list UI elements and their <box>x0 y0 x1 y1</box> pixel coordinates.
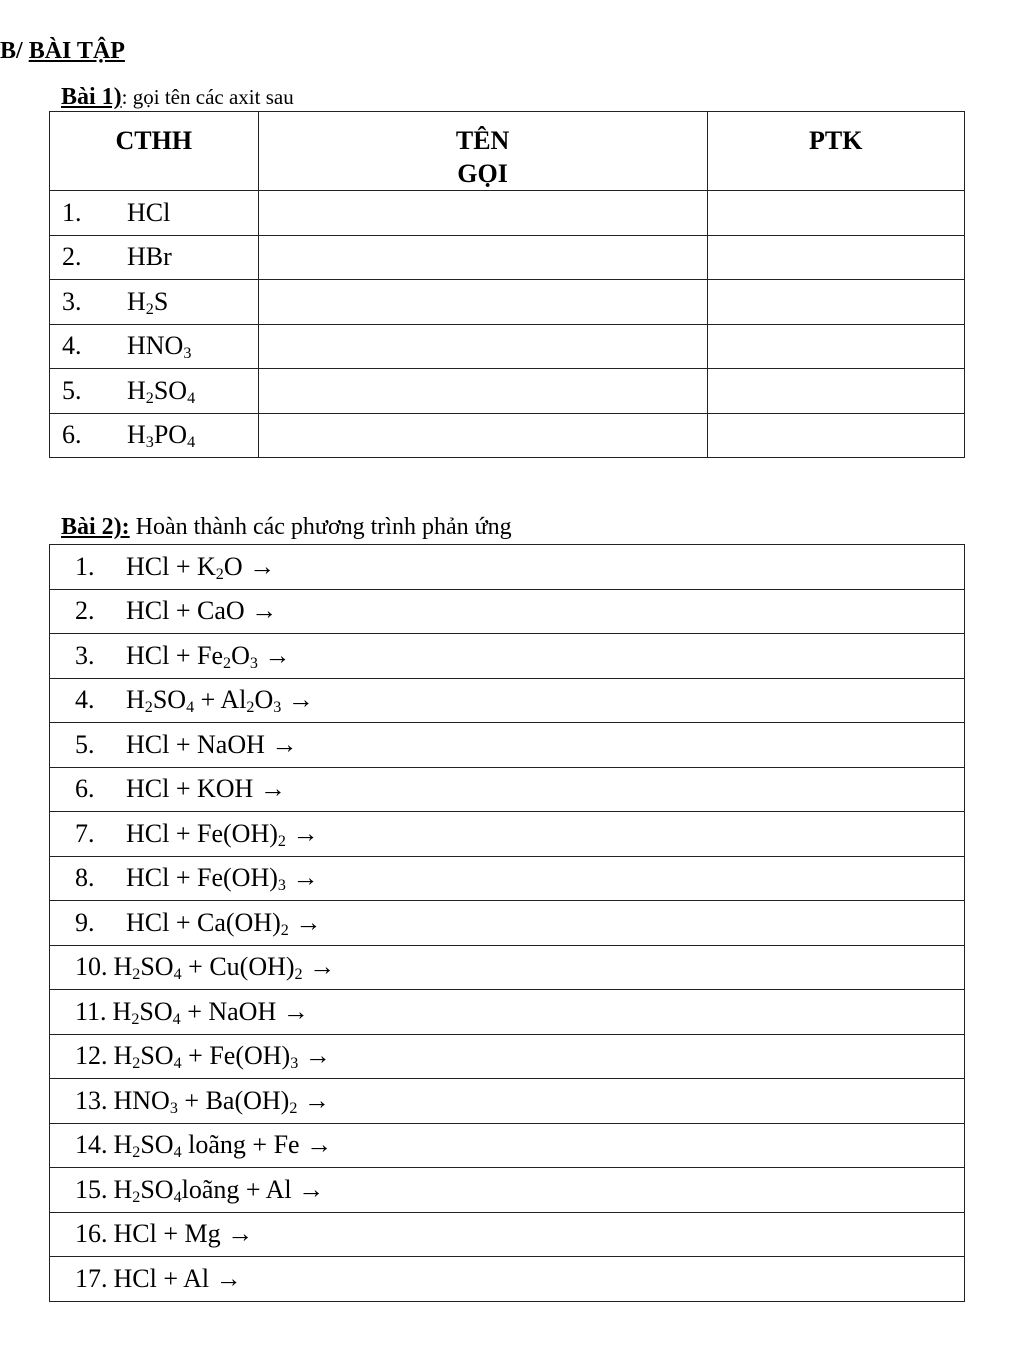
table-row <box>50 235 965 280</box>
mass-cell[interactable] <box>707 369 964 414</box>
row-number: 14. <box>75 1130 108 1160</box>
reaction-equation: HCl + NaOH → <box>126 729 298 759</box>
header-name-line2: GỌI <box>457 159 508 188</box>
acid-formula: $HNO_3$ <box>127 331 192 363</box>
name-cell[interactable] <box>258 413 707 458</box>
reaction-equation: HCl + $Fe(OH)_2$ → <box>126 818 319 850</box>
row-number: 8. <box>75 863 95 893</box>
acid-formula: $H_3PO_4$ <box>127 420 196 452</box>
header-formula: CTHH <box>50 112 259 191</box>
table-row <box>50 812 965 857</box>
header-name-line1: TÊN <box>455 126 510 155</box>
row-number: 2. <box>62 242 82 272</box>
name-cell[interactable] <box>258 280 707 325</box>
row-number: 15. <box>75 1174 108 1204</box>
exercise2-instruction: Hoàn thành các phương trình phản ứng <box>129 514 512 540</box>
equation-cell[interactable] <box>50 1168 965 1213</box>
table-row <box>50 1257 965 1302</box>
table-header-row <box>50 112 965 191</box>
acid-formula: HBr <box>127 242 172 272</box>
reaction-equation: $H_2SO_4$ loãng + Fe → <box>113 1130 333 1162</box>
reaction-equation: $H_2SO_4$ + NaOH → <box>112 996 309 1028</box>
equation-cell[interactable] <box>50 1034 965 1079</box>
reaction-equation: HCl + KOH → <box>126 774 286 804</box>
acid-formula: $H_2S$ <box>127 286 169 318</box>
reaction-equation: $HNO_3 + Ba(OH)_2$ → <box>113 1085 330 1117</box>
reaction-equation: $H_2SO_4 + Cu(OH)_2$ → <box>113 952 336 984</box>
table-row <box>50 369 965 414</box>
row-number: 17. <box>75 1263 108 1293</box>
name-cell[interactable] <box>258 235 707 280</box>
table-row <box>50 990 965 1035</box>
row-number: 5. <box>62 375 82 405</box>
row-number: 1. <box>62 197 82 227</box>
row-number: 4. <box>62 331 82 361</box>
row-number: 4. <box>75 685 95 715</box>
row-number: 13. <box>75 1085 108 1115</box>
table-row <box>50 856 965 901</box>
exercise1-label: Bài 1) <box>61 84 122 110</box>
equation-cell[interactable] <box>50 945 965 990</box>
acid-formula: $H_2SO_4$ <box>127 375 196 407</box>
formula-cell <box>50 369 259 414</box>
row-number: 12. <box>75 1041 108 1071</box>
formula-cell <box>50 324 259 369</box>
section-prefix: B/ <box>0 38 23 64</box>
equation-cell[interactable] <box>50 545 965 590</box>
equation-cell[interactable] <box>50 1079 965 1124</box>
equation-cell[interactable] <box>50 990 965 1035</box>
table-row <box>50 1034 965 1079</box>
header-name <box>258 112 707 191</box>
equation-cell[interactable] <box>50 856 965 901</box>
section-title: BÀI TẬP <box>28 38 125 64</box>
equation-cell[interactable] <box>50 589 965 634</box>
name-cell[interactable] <box>258 191 707 236</box>
formula-cell <box>50 413 259 458</box>
formula-cell <box>50 280 259 325</box>
reaction-equation: HCl + $Ca(OH)_2$ → <box>126 907 322 939</box>
equation-cell[interactable] <box>50 767 965 812</box>
mass-cell[interactable] <box>707 280 964 325</box>
table-row <box>50 1168 965 1213</box>
table-row <box>50 589 965 634</box>
name-cell[interactable] <box>258 324 707 369</box>
header-mass: PTK <box>707 112 964 191</box>
exercise2-label: Bài 2): <box>61 514 130 540</box>
reaction-equation: HCl + CaO → <box>126 596 278 626</box>
row-number: 1. <box>75 551 95 581</box>
acid-formula: HCl <box>127 197 171 227</box>
table-row <box>50 678 965 723</box>
row-number: 6. <box>62 420 82 450</box>
row-number: 16. <box>75 1219 108 1249</box>
table-row <box>50 280 965 325</box>
table-row <box>50 634 965 679</box>
equation-cell[interactable] <box>50 901 965 946</box>
row-number: 3. <box>62 286 82 316</box>
table-row <box>50 1212 965 1257</box>
acid-naming-table <box>49 111 965 458</box>
formula-cell <box>50 235 259 280</box>
reaction-equation: $H_2SO_4loãng + Al$ → <box>113 1174 325 1206</box>
table-row <box>50 723 965 768</box>
table-row <box>50 767 965 812</box>
table-row <box>50 324 965 369</box>
reaction-equation: $H_2SO_4 + Al_2O_3$ → <box>126 685 314 717</box>
reaction-equation: HCl + $Fe(OH)_3$ → <box>126 863 319 895</box>
row-number: 9. <box>75 907 95 937</box>
section-heading <box>0 38 125 65</box>
row-number: 7. <box>75 818 95 848</box>
reaction-equation: HCl + $Fe_2O_3$ → <box>126 640 291 672</box>
exercise1-heading <box>61 84 294 111</box>
mass-cell[interactable] <box>707 235 964 280</box>
reaction-equation: HCl + Al → <box>113 1263 242 1293</box>
row-number: 3. <box>75 640 95 670</box>
mass-cell[interactable] <box>707 324 964 369</box>
name-cell[interactable] <box>258 369 707 414</box>
table-row <box>50 945 965 990</box>
table-row <box>50 1079 965 1124</box>
row-number: 10. <box>75 952 108 982</box>
exercise1-instruction: : gọi tên các axit sau <box>121 85 294 109</box>
equation-cell[interactable] <box>50 1257 965 1302</box>
table-row <box>50 1123 965 1168</box>
mass-cell[interactable] <box>707 413 964 458</box>
equation-cell[interactable] <box>50 678 965 723</box>
equation-cell[interactable] <box>50 723 965 768</box>
table-row <box>50 191 965 236</box>
equation-cell[interactable] <box>50 1123 965 1168</box>
row-number: 2. <box>75 596 95 626</box>
row-number: 11. <box>75 996 107 1026</box>
mass-cell[interactable] <box>707 191 964 236</box>
row-number: 6. <box>75 774 95 804</box>
table-row <box>50 545 965 590</box>
reaction-equation: $H_2SO_4 + Fe(OH)_3$ → <box>113 1041 331 1073</box>
table-row <box>50 413 965 458</box>
exercise2-heading <box>61 514 512 541</box>
equation-cell[interactable] <box>50 634 965 679</box>
reaction-table <box>49 544 965 1302</box>
table-row <box>50 901 965 946</box>
formula-cell <box>50 191 259 236</box>
reaction-equation: HCl + $K_2O$ → <box>126 551 276 583</box>
reaction-equation: HCl + Mg → <box>113 1219 254 1249</box>
equation-cell[interactable] <box>50 812 965 857</box>
row-number: 5. <box>75 729 95 759</box>
equation-cell[interactable] <box>50 1212 965 1257</box>
